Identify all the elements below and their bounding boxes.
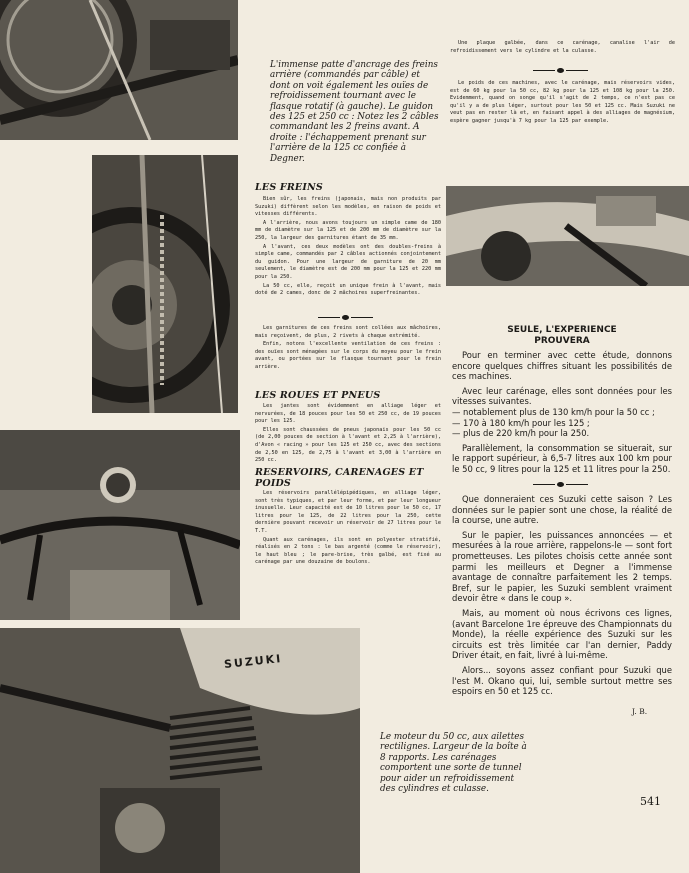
section-title-reservoirs: RESERVOIRS, CARENAGES ET POIDS bbox=[255, 467, 424, 489]
photo-engine bbox=[0, 628, 360, 873]
separator bbox=[525, 66, 595, 74]
photo-rear-brake bbox=[92, 155, 238, 413]
section-title-experience: SEULE, L'EXPERIENCE PROUVERA bbox=[507, 325, 617, 346]
section-freins-text-2: Les garnitures de ces freins sont collées aux mâchoires, mais reçoivent, de plus, 2 rivets à chaque extrémité. Enfin, notons l'excellente ventilation de ces freins : des ouïes sont ménagées sur le corps du moyeu pour le frein avant, ou portées sur le flasque tournant pour le frein arrière. bbox=[255, 325, 441, 370]
section-roues-text: Les jantes sont évidemment en alliage léger et nervurées, de 18 pouces pour les 50 et 250 cc, de 19 pouces pour les 125. Elles sont chaussées de pneus japonais pour les 50 cc (de 2,00 pouces de section à l'avant et 2,25 à l'arrière), d'Avon « racing » pour les 125 et 250 cc, avec des sections de 2,50 en 125, de 2,75 à l'avant et 3,00 à l'arrière en 250 cc. bbox=[255, 403, 441, 464]
section-freins-text: Bien sûr, les freins (japonais, mais non produits par Suzuki) diffèrent selon les modèles, en raison de poids et vitesses différents. A l'arrière, nous avons toujours un simple came de 180 mm de diamètre sur la 125 et de 200 mm de diamètre sur la 250, la largeur des garnitures étant de 35 mm. A l'avant, ces deux modèles ont des doubles-freins à simple came, commandés par 2 câbles actionnés conjointement du guidon. Pour une largeur de garniture de 20 mm seulement, le diamètre est de 200 mm pour la 125 et 220 mm pour la 250. La 50 cc, elle, reçoit un unique frein à l'avant, mais doté de 2 cames, donc de 2 mâchoires superfreinantes. bbox=[255, 196, 441, 297]
top-right-text-1: Une plaque galbée, dans ce carénage, canalise l'air de refroidissement vers le cylindre et la culasse. bbox=[450, 40, 675, 54]
caption-rear-brake: L'immense patte d'ancrage des freins arrière (commandés par câble) et dont on voit également les ouïes de refroidissement tournant avec le flasque rotatif (à gauche). Le guidon des 125 et 250 cc : Notez les 2 câbles commandant les 2 freins avant. A droite : l'échappement prenant sur l'arrière de la 125 cc confiée à Degner. bbox=[270, 60, 439, 164]
section-title-roues: LES ROUES ET PNEUS bbox=[255, 390, 381, 401]
photo-handlebar bbox=[0, 430, 240, 620]
top-right-text-2: Le poids de ces machines, avec le carénage, mais réservoirs vides, est de 60 kg pour la 50 cc, 82 kg pour la 125 et 108 kg pour la 250. Evidemment, quand on songe qu'il s'agit de 2 temps, ce n'est pas ce qu'il y a de plus léger, surtout pour les 50 et 125 cc. Mais Suzuki ne veut pas en rester là et, en faisant appel à des alliages de magnésium, espère gagner jusqu'à 7 kg pour la 125 par exemple. bbox=[450, 80, 675, 124]
separator bbox=[525, 480, 595, 488]
photo-50cc-fairing bbox=[446, 186, 689, 286]
page-number: 541 bbox=[640, 795, 661, 808]
separator bbox=[310, 313, 380, 321]
section-title-freins: LES FREINS bbox=[255, 182, 323, 193]
photo-rear-wheel-top bbox=[0, 0, 238, 140]
section-experience-text-1: Pour en terminer avec cette étude, donnons encore quelques chiffres situant les possibilités de ces machines. Avec leur carénage, elles sont données pour les vitesses suivantes. — notablement plus de 130 km/h pour la 50 cc ; — 170 à 180 km/h pour les 125 ; — plus de 220 km/h pour la 250. Parallèlement, la consommation se situerait, sur le rapport supérieur, à 6,5-7 litres aux 100 km pour le 50 cc, 9 litres pour la 125 et 11 litres pour la 250. bbox=[452, 350, 672, 474]
section-reservoirs-text: Les réservoirs parallélépipédiques, en alliage léger, sont très typiques, et par leur forme, et par leur longueur inusuelle. Leur capacité est de 10 litres pour le 50 cc, 17 litres pour le 125, de 22 litres pour la 250, cette dernière pouvant recevoir un réservoir de 27 litres pour le T.T. Quant aux carénages, ils sont en polyester stratifié, réalisés en 2 tons : le bas argenté (comme le réservoir), le haut bleu ; le pare-brise, très galbé, est fixé au carénage par une douzaine de boulons. bbox=[255, 490, 441, 566]
caption-engine: Le moteur du 50 cc, aux ailettes rectilignes. Largeur de la boîte à 8 rapports. Les carénages comportent une sorte de tunnel pour aider un refroidissement des cylindres et culasse. bbox=[380, 732, 527, 795]
tank-suzuki-logo: SUZUKI bbox=[223, 651, 283, 672]
signature: J. B. bbox=[632, 707, 648, 716]
section-experience-text-2: Que donneraient ces Suzuki cette saison ? Les données sur le papier sont une chose, la réalité de la course, une autre. Sur le papier, les puissances annoncées — et mesurées à la roue arrière, rappelons-le — sont fort prometteuses. Les pilotes choisis cette année sont parmi les meilleurs et Degner a l'immense avantage de connaître parfaitement les 2 temps. Bref, sur le papier, les Suzuki semblent vraiment devoir être « dans le coup ». Mais, au moment où nous écrivons ces lignes, (avant Barcelone 1re épreuve des Championnats du Monde), la réelle expérience des Suzuki sur les circuits est très limitée car l'an dernier, Paddy Driver était, en fait, livré à lui-même. Alors... soyons assez confiant pour Suzuki que l'est M. Okano qui, lui, semble surtout mettre ses espoirs en 50 et 125 cc. bbox=[452, 494, 672, 697]
